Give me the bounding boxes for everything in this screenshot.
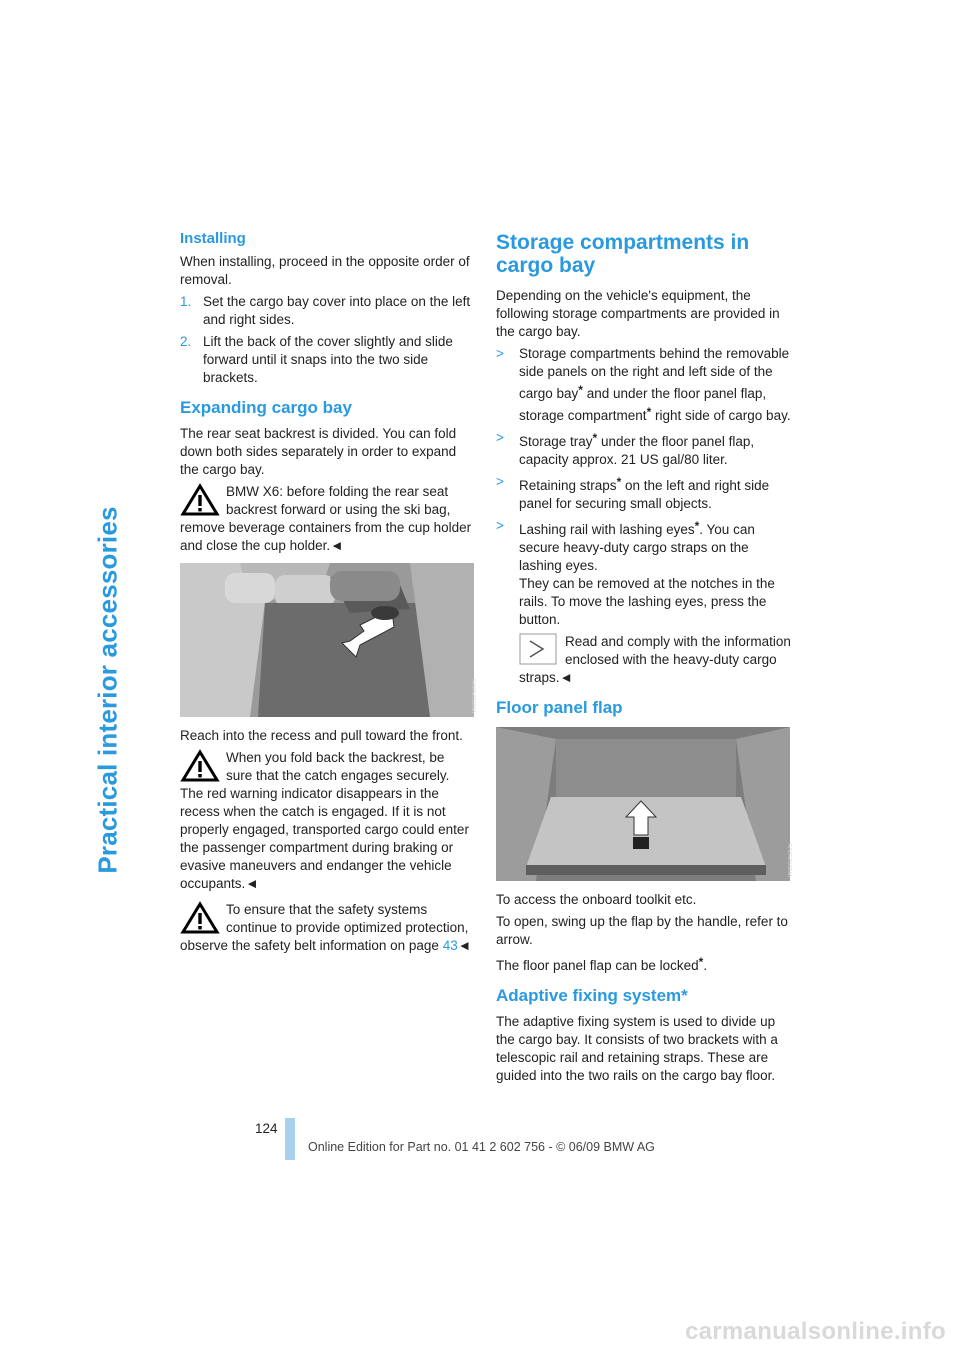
sidebar-section-title: Practical interior accessories [92, 506, 123, 874]
warning-text: When you fold back the backrest, be sure that the catch engages securely. The red warning indicator disappears in the recess when the catch is engaged. If it is not properly engaged, transported cargo could enter the passenger compartment during braking or evasive maneuvers and endanger the vehicle occupants. [180, 750, 469, 891]
optional-equipment-star: * [592, 431, 598, 445]
after-figure-text: Reach into the recess and pull toward the front. [180, 728, 463, 743]
warning-triangle-icon [180, 901, 220, 935]
optional-equipment-star: * [646, 405, 652, 419]
bullet-text: and under the floor panel flap, storage compartment [519, 386, 767, 423]
end-mark: ◄ [245, 876, 259, 891]
installing-heading: Installing [180, 230, 246, 247]
bullet-text: on the left and right side panel for securing small objects. [519, 478, 770, 511]
watermark: carmanualsonline.info [684, 1318, 946, 1345]
storage-bullet-4 [496, 517, 792, 629]
adaptive-text: The adaptive fixing system is used to divide up the cargo bay. It consists of two brackets with a telescopic rail and retaining straps. These are guided into the two rails on the cargo bay floor. [496, 1014, 778, 1083]
warning-note-2 [180, 749, 472, 893]
floor-panel-text-3 [496, 953, 792, 975]
bullet-mark: > [496, 518, 504, 533]
adaptive-heading: Adaptive fixing system* [496, 986, 688, 1005]
installing-intro: When installing, proceed in the opposite order of removal. [180, 254, 470, 287]
end-mark: ◄ [330, 538, 344, 553]
storage-bullet-2 [496, 429, 792, 469]
warning-text: To ensure that the safety systems continue to provide optimized protection, observe the safety belt information on page [180, 902, 469, 953]
floor-panel-heading: Floor panel flap [496, 698, 623, 717]
expanding-heading: Expanding cargo bay [180, 398, 352, 417]
storage-intro: Depending on the vehicle's equipment, the following storage compartments are provided in the cargo bay. [496, 288, 780, 339]
step-text: Lift the back of the cover slightly and slide forward until it snaps into the two side brackets. [203, 334, 453, 385]
rear-seat-figure [180, 563, 478, 717]
storage-bullet-1 [496, 345, 792, 425]
bullet-mark: > [496, 346, 504, 361]
step-text: Set the cargo bay cover into place on the left and right sides. [203, 294, 471, 327]
left-column [180, 229, 478, 963]
optional-equipment-star: * [616, 475, 622, 489]
storage-heading [496, 231, 792, 277]
floor-panel-text-2: To open, swing up the flap by the handle, refer to arrow. [496, 914, 788, 947]
storage-heading-line-1: Storage compartments in [496, 231, 750, 254]
warning-triangle-icon [180, 749, 220, 783]
text-part: . [703, 958, 708, 973]
optional-equipment-star: * [698, 955, 704, 969]
info-note [496, 633, 792, 687]
page-number: 124 [255, 1121, 278, 1136]
storage-heading-line-2: cargo bay [496, 254, 596, 277]
note-arrow-icon [519, 633, 559, 667]
warning-triangle-icon [180, 483, 220, 517]
bullet-text: . You can secure heavy-duty cargo straps on the lashing eyes. [519, 522, 755, 573]
bullet-text: They can be removed at the notches in the rails. To move the lashing eyes, press the button. [519, 576, 775, 627]
bullet-text: Retaining straps [519, 478, 617, 493]
optional-equipment-star: * [578, 383, 583, 397]
floor-panel-figure [496, 727, 794, 881]
floor-panel-text-1: To access the onboard toolkit etc. [496, 892, 697, 907]
end-mark: ◄ [559, 670, 573, 685]
text-part: The floor panel flap can be locked [496, 958, 699, 973]
figure-code: W300250US [472, 678, 478, 713]
bullet-text: under the floor panel flap, capacity approx. 21 US gal/80 liter. [519, 434, 755, 467]
bullet-text: Storage tray [519, 434, 593, 449]
installing-step-1 [180, 293, 472, 329]
end-mark: ◄ [457, 938, 472, 953]
warning-text: BMW X6: before folding the rear seat backrest forward or using the ski bag, remove beverage containers from the cup holder and close the cup holder. [180, 484, 472, 553]
optional-equipment-star: * [694, 519, 700, 533]
right-column [496, 229, 792, 1089]
note-text: Read and comply with the information enclosed with the heavy-duty cargo straps. [519, 634, 791, 685]
storage-bullet-3 [496, 473, 792, 513]
bullet-text: Storage compartments behind the removable side panels on the right and left side of the cargo bay [519, 346, 790, 401]
footer-edition-text: Online Edition for Part no. 01 41 2 602 756 - © 06/09 BMW AG [308, 1140, 655, 1154]
bullet-mark: > [496, 430, 504, 445]
page-reference-link[interactable]: 43 [442, 938, 458, 953]
bullet-text: Lashing rail with lashing eyes [519, 522, 695, 537]
warning-note-3 [180, 901, 472, 955]
installing-step-2 [180, 333, 472, 387]
warning-note-1 [180, 483, 472, 555]
step-number: 2. [180, 334, 192, 349]
footer-accent-bar [285, 1118, 295, 1160]
bullet-mark: > [496, 474, 504, 489]
step-number: 1. [180, 294, 192, 309]
expanding-intro: The rear seat backrest is divided. You can fold down both sides separately in order to expand the cargo bay. [180, 426, 457, 477]
figure-code: W300250US [788, 842, 794, 877]
bullet-text: right side of cargo bay. [655, 408, 791, 423]
